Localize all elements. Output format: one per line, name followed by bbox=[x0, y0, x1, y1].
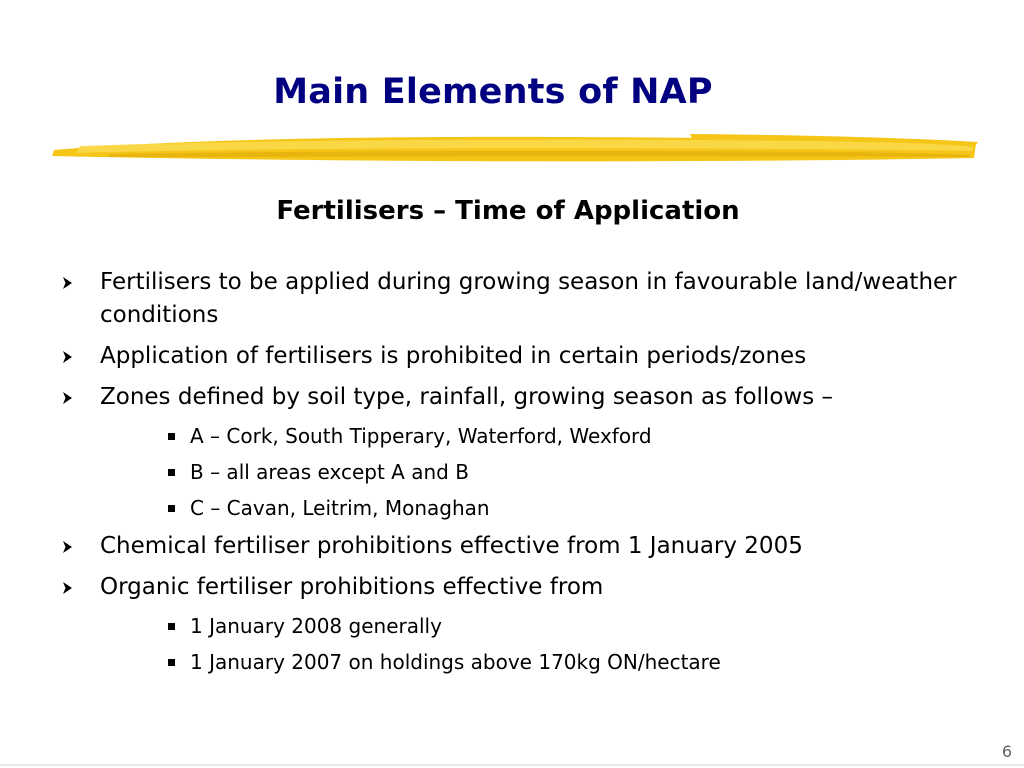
bullet-item bbox=[60, 266, 960, 332]
sub-bullet-text: B – all areas except A and B bbox=[190, 460, 469, 484]
sub-bullet-item bbox=[60, 494, 960, 522]
bullet-text: Chemical fertiliser prohibitions effective from 1 January 2005 bbox=[100, 533, 803, 559]
square-bullet-icon bbox=[168, 469, 175, 476]
sub-bullet-text: A – Cork, South Tipperary, Waterford, Wexford bbox=[190, 424, 652, 448]
sub-bullet-item bbox=[60, 648, 960, 676]
slide-title: Main Elements of NAP bbox=[273, 72, 713, 112]
footer-divider bbox=[0, 764, 1024, 766]
sub-bullet-text: 1 January 2008 generally bbox=[190, 614, 442, 638]
sub-bullet-text: 1 January 2007 on holdings above 170kg ON/hectare bbox=[190, 650, 721, 674]
arrow-bullet-icon bbox=[62, 581, 73, 595]
bullet-text: Zones defined by soil type, rainfall, growing season as follows – bbox=[100, 384, 834, 410]
bullet-item bbox=[60, 571, 960, 604]
brush-stroke-divider bbox=[50, 128, 980, 168]
bullet-text: Organic fertiliser prohibitions effective from bbox=[100, 574, 604, 600]
bullet-text: Application of fertilisers is prohibited in certain periods/zones bbox=[100, 343, 807, 369]
bullet-item bbox=[60, 530, 960, 563]
arrow-bullet-icon bbox=[62, 350, 73, 364]
square-bullet-icon bbox=[168, 659, 175, 666]
arrow-bullet-icon bbox=[62, 540, 73, 554]
bullet-text: Fertilisers to be applied during growing season in favourable land/weather conditions bbox=[100, 269, 957, 328]
bullet-list bbox=[60, 266, 960, 684]
bullet-item bbox=[60, 381, 960, 414]
page-number: 6 bbox=[1001, 742, 1012, 761]
square-bullet-icon bbox=[168, 433, 175, 440]
arrow-bullet-icon bbox=[62, 276, 73, 290]
sub-bullet-text: C – Cavan, Leitrim, Monaghan bbox=[190, 496, 490, 520]
bullet-item bbox=[60, 340, 960, 373]
sub-bullet-item bbox=[60, 422, 960, 450]
sub-bullet-item bbox=[60, 612, 960, 640]
square-bullet-icon bbox=[168, 623, 175, 630]
slide-subtitle: Fertilisers – Time of Application bbox=[276, 196, 740, 226]
arrow-bullet-icon bbox=[62, 391, 73, 405]
square-bullet-icon bbox=[168, 505, 175, 512]
sub-bullet-item bbox=[60, 458, 960, 486]
